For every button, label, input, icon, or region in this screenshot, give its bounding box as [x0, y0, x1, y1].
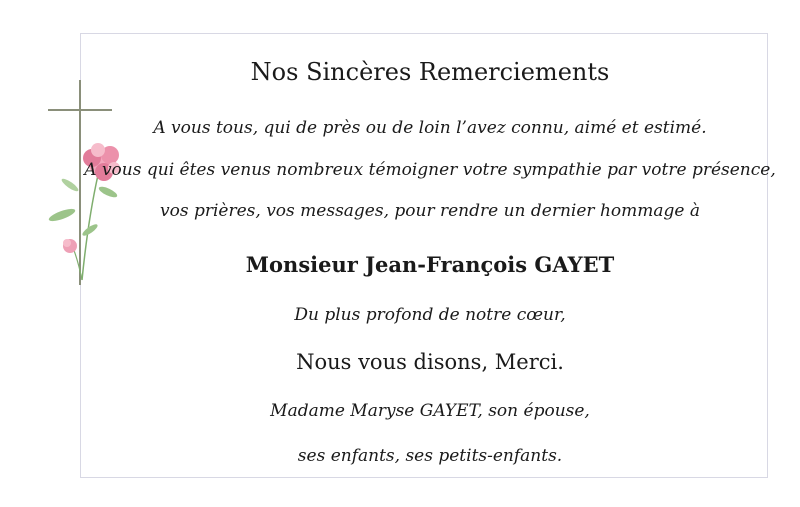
signature-line-2: ses enfants, ses petits-enfants.: [297, 446, 563, 466]
message-line-3: vos prières, vos messages, pour rendre un dernier hommage à: [160, 201, 700, 221]
signature-line-1: Madame Maryse GAYET, son épouse,: [270, 401, 590, 421]
leaf: [97, 185, 118, 200]
card-title: Nos Sincères Remerciements: [250, 58, 610, 86]
leaf: [81, 222, 99, 237]
flower-bud: [63, 239, 77, 253]
honoree-name: Monsieur Jean-François GAYET: [245, 252, 615, 277]
message-line-2: A vous qui êtes venus nombreux témoigner votre sympathie par votre présence,: [84, 160, 776, 180]
message-line-1: A vous tous, qui de près ou de loin l’avez connu, aimé et estimé.: [153, 118, 707, 138]
heart-line: Du plus profond de notre cœur,: [294, 305, 566, 325]
thanks-line: Nous vous disons, Merci.: [296, 350, 564, 374]
